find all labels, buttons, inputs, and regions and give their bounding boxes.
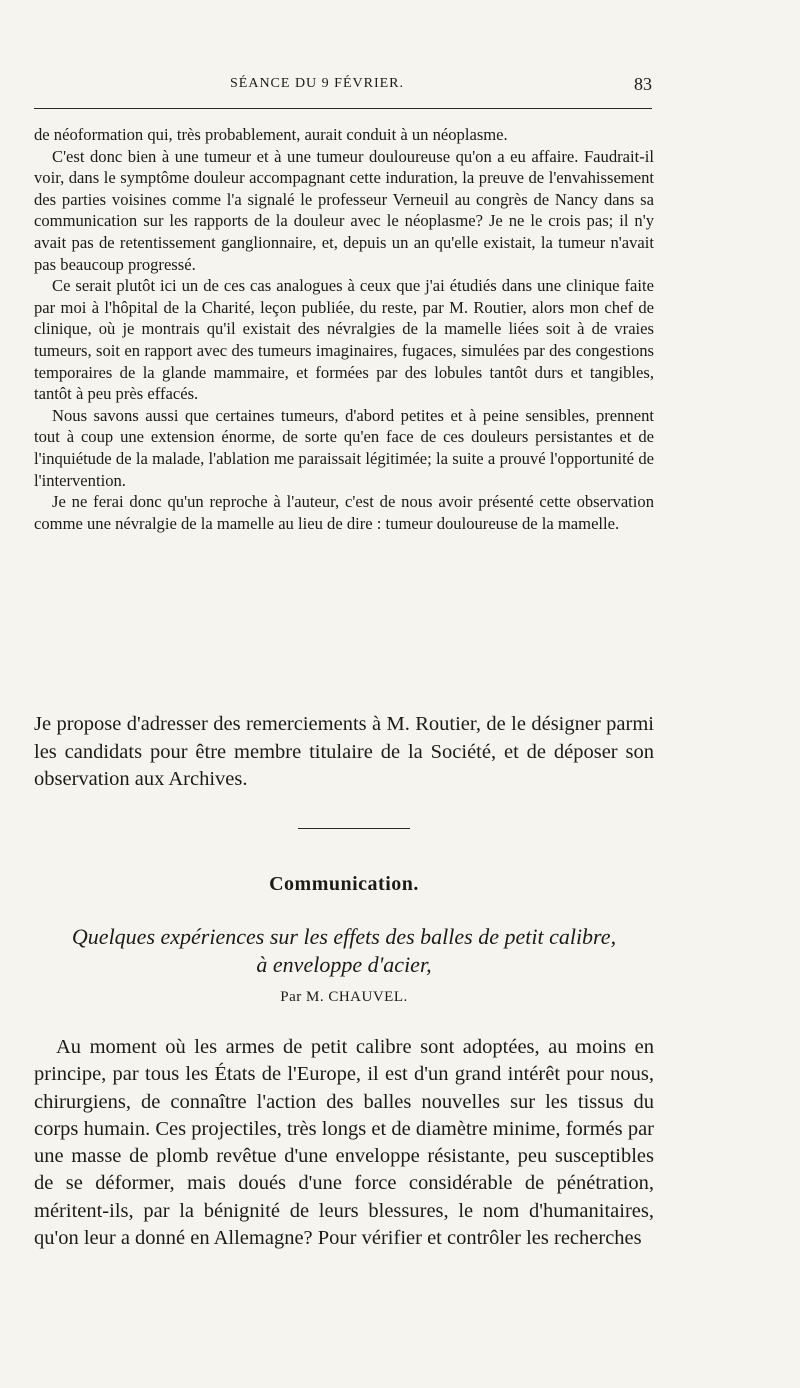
section-divider [298,828,410,829]
header-rule [34,108,652,109]
page-number: 83 [634,74,652,94]
running-title: SÉANCE DU 9 FÉVRIER. [230,76,405,91]
article-title-line: Quelques expériences sur les effets des balles de petit calibre, [71,924,617,949]
article-body [34,1034,654,1252]
article-title-line: à enveloppe d'acier, [256,952,432,977]
report-paragraph: de néoformation qui, très probablement, aurait conduit à un néoplasme. [34,125,508,144]
report-paragraph: Nous savons aussi que certaines tumeurs, d'abord petites et à peine sensibles, prennent tout à coup une extension énorme, de sorte qu'en face de ces douleurs persistantes et de l'inquiétude de la malade, l'ablation me paraissait légitimée; la suite a prouvé l'opportunité de l'intervention. [34,405,654,490]
report-paragraph: C'est donc bien à une tumeur et à une tumeur douloureuse qu'on a eu affaire. Faudrait-il voir, dans le symptôme douleur accompagnant cette induration, la preuve de l'envahissement des parties voisines comme l'a signalé le professeur Verneuil au congrès de Nancy dans sa communication sur les rapports de la douleur avec le néoplasme? Je ne le crois pas; il n'y avait pas de retentissement ganglionnaire, et, depuis un an qu'elle existait, la tumeur n'avait pas beaucoup progressé. [34,146,654,274]
report-conclusion [34,711,654,794]
conclusion-paragraph: Je propose d'adresser des remerciements à M. Routier, de le désigner parmi les candidats pour être membre titulaire de la Société, et de déposer son observation aux Archives. [34,713,654,790]
report-paragraph: Je ne ferai donc qu'un reproche à l'auteur, c'est de nous avoir présenté cette observation comme une névralgie de la mamelle au lieu de dire : tumeur douloureuse de la mamelle. [34,492,654,533]
article-title [34,923,654,979]
section-title: Communication. [269,873,419,895]
article-byline: Par M. CHAUVEL. [280,989,408,1005]
previous-report-text [34,124,654,534]
article-paragraph: Au moment où les armes de petit calibre sont adoptées, au moins en principe, par tous les États de l'Europe, il est d'un grand intérêt pour nous, chirurgiens, de connaître l'action des balles nouvelles sur les tissus du corps humain. Ces projectiles, très longs et de diamètre minime, formés par une masse de plomb revêtue d'une enveloppe résistante, peu susceptibles de se déformer, mais doués d'une force considérable de pénétration, méritent-ils, par la bénignité de leurs blessures, le nom d'humanitaires, qu'on leur a donné en Allemagne? Pour vérifier et contrôler les recherches [34,1036,654,1250]
report-paragraph: Ce serait plutôt ici un de ces cas analogues à ceux que j'ai étudiés dans une clinique faite par moi à l'hôpital de la Charité, leçon publiée, du reste, par M. Routier, alors mon chef de clinique, où je montrais qu'il existait des névralgies de la mamelle liées soit à de vraies tumeurs, soit en rapport avec des tumeurs imaginaires, fugaces, simulées par des congestions temporaires de la glande mammaire, et formées par des lobules tantôt durs et tangibles, tantôt à peu près effacés. [34,276,654,404]
page-header [34,76,654,98]
